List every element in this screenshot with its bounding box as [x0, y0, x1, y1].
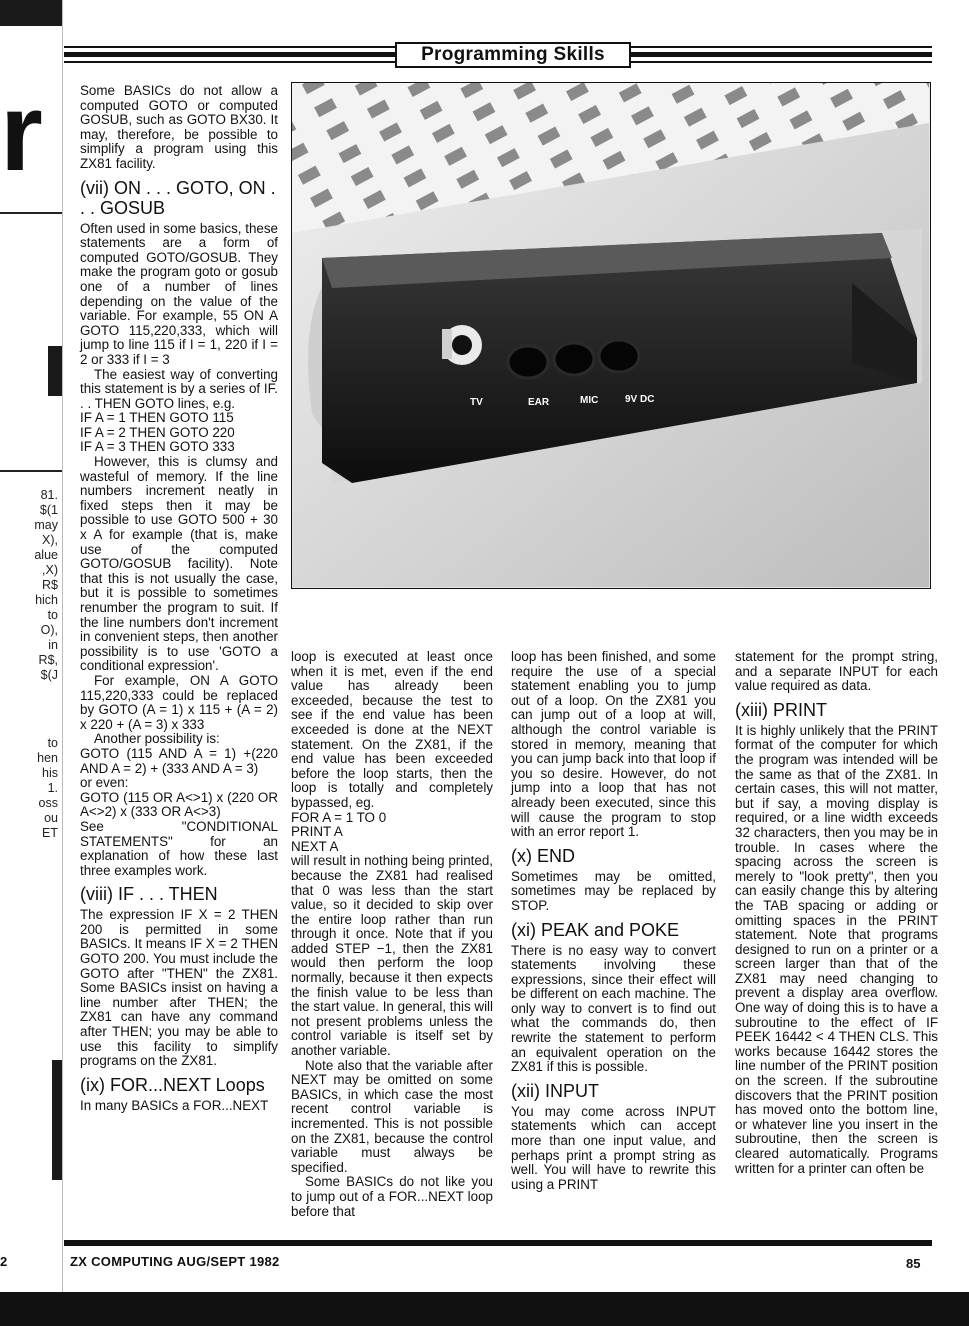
code-line: FOR A = 1 TO 0 [291, 809, 387, 825]
paragraph: or even: [80, 775, 129, 791]
heading-xiii: (xiii) PRINT [735, 699, 827, 720]
zx81-ports-illustration [292, 83, 929, 587]
tv-port-label: TV [470, 397, 483, 408]
previous-page-edge [0, 0, 63, 1326]
paragraph: The easiest way of converting this statement is by a series of IF. . . THEN GOTO lines, e.g. [80, 366, 278, 411]
page-number: 85 [906, 1256, 921, 1271]
mic-port-label: MIC [580, 395, 599, 406]
column-4 [735, 650, 938, 1176]
paragraph: loop has been finished, and some require the use of a special statement enabling you to jump out of a loop. On the ZX81 you can jump out of a loop at will, although the control variable is stored in memory, meaning that you can jump back into that loop if you so desire. However, do not jump into a loop that has not already been executed, since this will cause the program to stop with an error report 1. [511, 649, 716, 840]
column-3 [511, 650, 716, 1192]
paragraph: Note also that the variable after NEXT may be omitted on some BASICs, in which case the most recent control variable is incremented. This is not possible on the ZX81, because the control variable must always be specified. [291, 1057, 493, 1175]
heading-viii: (viii) IF . . . THEN [80, 884, 218, 905]
paragraph: It is highly unlikely that the PRINT format of the computer for which the program was intended will be the same as that of the ZX81. In certain cases, this will not matter, but if say, a moving display is required, or a line width exceeds 32 characters, then you may be in trouble. In cases where the spacing across the screen is merely to "look pretty", then you can easily change this by altering the TAB spacing or adding or omitting spaces in the PRINT statement. Note that programs designed to run on a printer or a screen larger than that of the ZX81 may need changing to prevent a display area overflow. One way of doing this is to have a subroutine to the effect of IF PEEK 16442 < 4 THEN CLS. This works because 16442 stores the line number of the PRINT position on the screen. If the subroutine discovers that the PRINT position has moved onto the bottom line, or whatever line you insert in the subroutine, then the screen is cleared automatically. Programs written for a printer can often be [735, 722, 938, 1176]
paragraph: Another possibility is: [94, 731, 220, 747]
code-line: NEXT A [291, 838, 339, 854]
paragraph: statement for the prompt string, and a separate INPUT for each value required as data. [735, 649, 938, 694]
column-2 [291, 650, 493, 1219]
prev-page-block [48, 346, 62, 396]
code-paragraph: GOTO (115 OR A<>1) x (220 OR A<>2) x (333 OR A<>3) [80, 789, 278, 820]
heading-x: (x) END [511, 845, 575, 866]
paragraph: Often used in some basics, these statements are a form of computed GOTO/GOSUB. They make the program goto or gosub one of a number of lines depending on the value of the variable. For example, 55 ON A GOTO 115,220,333, which will jump to line 115 if I = 1, 220 if I = 2 or 333 if I = 3 [80, 220, 278, 367]
prev-page-text-fragment: 81. $(1 may X), alue ,X) R$ hich to O), in R$, $(J [34, 488, 58, 682]
power-port-label: 9V DC [625, 394, 655, 405]
heading-xii: (xii) INPUT [511, 1080, 599, 1101]
magazine-issue: ZX COMPUTING AUG/SEPT 1982 [70, 1254, 280, 1269]
prev-page-text-fragment-2: to hen his 1. oss ou ET [37, 736, 58, 840]
heading-xi: (xi) PEAK and POKE [511, 919, 680, 940]
prev-page-top-band [0, 0, 62, 26]
scan-bottom-edge [0, 1292, 969, 1326]
paragraph: There is no easy way to convert statements involving these expressions, since their effect will be different on each machine. The only way to convert is to find out what the commands do, then rewrite the statement to perform an equivalent operation on the ZX81 if this is possible. [511, 942, 716, 1075]
prev-page-number: 2 [0, 1254, 8, 1269]
paragraph: Sometimes may be omitted, sometimes may be replaced by STOP. [511, 868, 716, 913]
paragraph: In many BASICs a FOR...NEXT [80, 1097, 269, 1113]
paragraph: Some BASICs do not like you to jump out of a FOR...NEXT loop before that [291, 1174, 493, 1219]
prev-page-rule-2 [0, 470, 62, 472]
paragraph: The expression IF X = 2 THEN 200 is permitted in some BASICs. It means IF X = 2 THEN GOTO 200. You must include the GOTO after "THEN" the ZX81. Some BASICs insist on having a line number after THEN; the ZX81 can have any command after THEN; you may be able to use this facility to simplify programs on the ZX81. [80, 907, 278, 1069]
prev-page-image-edge [52, 1060, 62, 1180]
zx81-side-photo [291, 82, 931, 589]
code-paragraph: GOTO (115 AND A = 1) +(220 AND A = 2) + (333 AND A = 3) [80, 745, 278, 776]
code-line: PRINT A [291, 824, 343, 840]
prev-page-rule [0, 212, 62, 214]
footer-rule [64, 1240, 932, 1246]
paragraph: loop is executed at least once when it is met, even if the end value has already been exceeded, because the test to see if the end value has been exceeded is done at the NEXT statement. On the ZX81, if the end value has been exceeded before the loop starts, then the loop is totally and completely bypassed, eg. [291, 649, 493, 810]
code-line: IF A = 1 THEN GOTO 115 [80, 410, 234, 426]
column-1 [80, 84, 278, 1113]
heading-ix: (ix) FOR...NEXT Loops [80, 1074, 265, 1095]
paragraph: You may come across INPUT statements which can accept more than one input value, and perhaps print a prompt string as well. You will have to rewrite this using a PRINT [511, 1103, 716, 1192]
paragraph: However, this is clumsy and wasteful of memory. If the line numbers increment neatly in fixed steps then it may be possible to use GOTO 500 + 30 x A for example (that is, make use of the computed GOTO/GOSUB facility). Note that this is not usually the case, but it is possible to sometimes renumber the program to suit. If the line numbers don't increment in convenient steps, then another possibility is to use 'GOTO a conditional expression'. [80, 454, 278, 674]
ear-port-label: EAR [528, 397, 550, 408]
prev-page-heading-fragment: r [0, 71, 43, 194]
code-line: IF A = 2 THEN GOTO 220 [80, 424, 235, 440]
paragraph: will result in nothing being printed, because the ZX81 had realised that 0 was less than the start value, so it decided to skip over the entire loop rather than run through it once. Note that if you added STEP −1, then the ZX81 would then perform the loop normally, because it then expects the finish value to be less than the start value. In general, this will not present problems unless the control variable is itself set by another variable. [291, 853, 493, 1059]
paragraph: See "CONDITIONAL STATEMENTS" for an explanation of how these last three examples work. [80, 818, 278, 878]
heading-vii: (vii) ON . . . GOTO, ON . . . GOSUB [80, 177, 276, 218]
section-title: Programming Skills [395, 42, 631, 68]
paragraph: For example, ON A GOTO 115,220,333 could be replaced by GOTO (A = 1) x 115 + (A = 2) x 220 + (A = 3) x 333 [80, 672, 278, 732]
paragraph: Some BASICs do not allow a computed GOTO or computed GOSUB, such as GOTO BX30. It may, therefore, be possible to simplify a program using this ZX81 facility. [80, 83, 278, 171]
code-line: IF A = 3 THEN GOTO 333 [80, 439, 235, 455]
